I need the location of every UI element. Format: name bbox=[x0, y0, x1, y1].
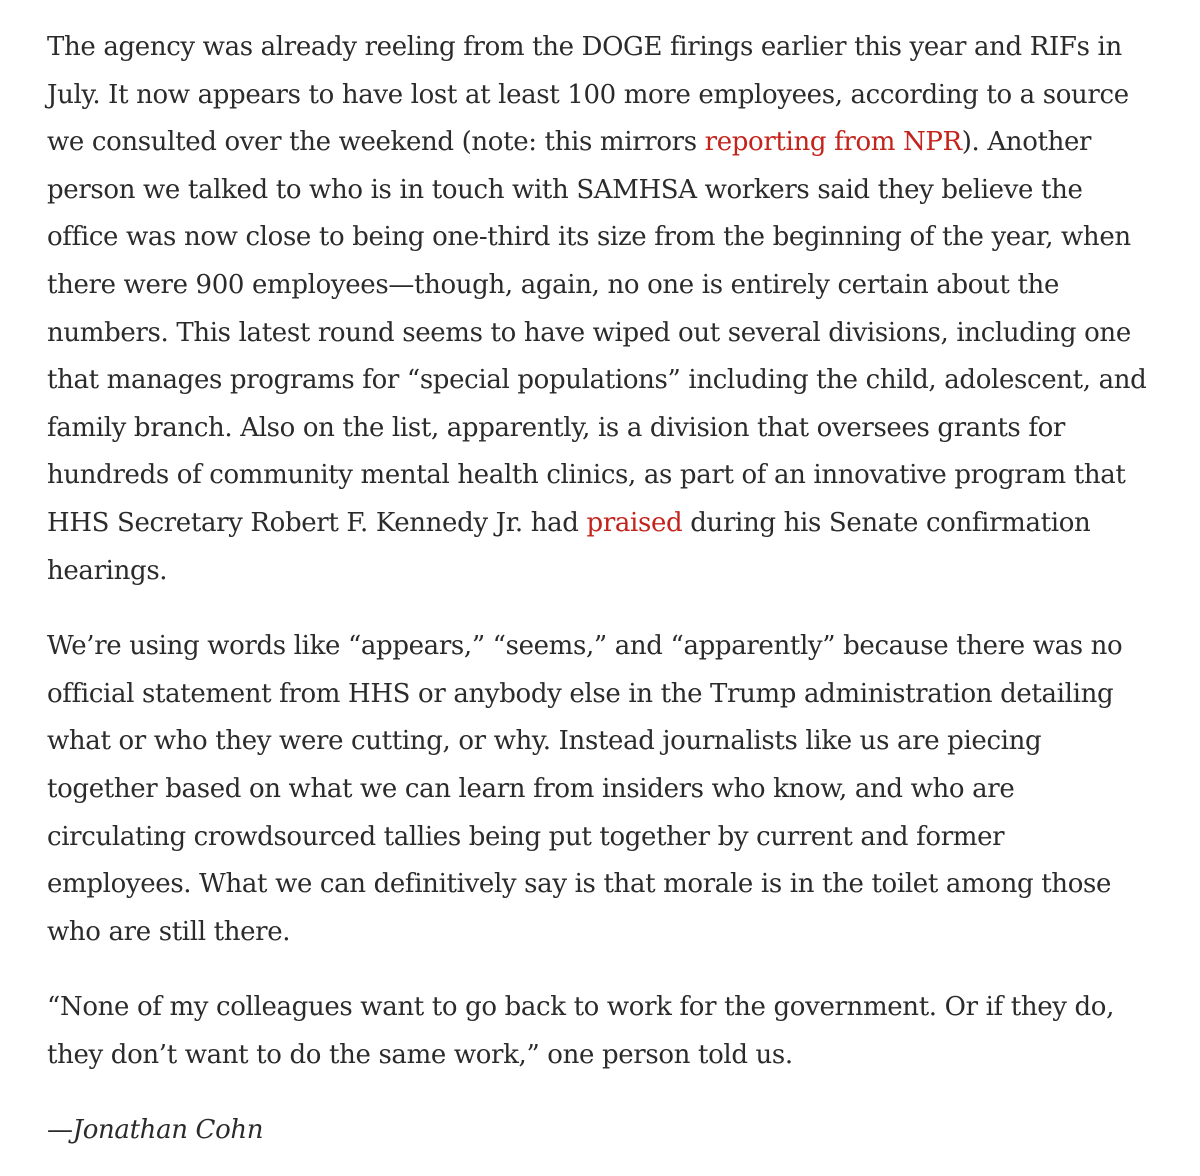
reporting-from-npr-link[interactable]: reporting from NPR bbox=[704, 127, 962, 158]
paragraph-text: The agency was already reeling from the DOGE firings earlier this year and RIFs in July. It now appears to have lost at least 100 more employees, according to a source we consulted over the weekend (note: this mirrors bbox=[47, 32, 1129, 158]
paragraph-text: ). Another person we talked to who is in touch with SAMHSA workers said they believe the office was now close to being one-third its size from the beginning of the year, when there were 900 employees—though, again, no one is entirely certain about the numbers. This latest round seems to have wiped out several divisions, including one that manages programs for “special populations” including the child, adolescent, and family branch. Also on the list, apparently, is a division that oversees grants for hundreds of community mental health clinics, as part of an innovative program that HHS Secretary Robert F. Kennedy Jr. had bbox=[47, 127, 1147, 538]
paragraph-text: during his Senate confirmation hearings. bbox=[47, 507, 1091, 586]
paragraph-agency-losses bbox=[47, 24, 1152, 595]
praised-link[interactable]: praised bbox=[586, 507, 683, 538]
quote-text: “None of my colleagues want to go back to work for the government. Or if they do, they don’t want to do the same work,” one person told us. bbox=[47, 992, 1115, 1070]
author-byline: —Jonathan Cohn bbox=[47, 1115, 264, 1146]
paragraph-text: We’re using words like “appears,” “seems,” and “apparently” because there was no official statement from HHS or anybody else in the Trump administration detailing what or who they were cutting, or why. Instead journalists like us are piecing together based on what we can learn from insiders who know, and who are circulating crowdsourced tallies being put together by current and former employees. What we can definitively say is that morale is in the toilet among those who are still there. bbox=[47, 631, 1123, 947]
paragraph-quote bbox=[47, 984, 1152, 1079]
paragraph-uncertain-words bbox=[47, 623, 1152, 956]
